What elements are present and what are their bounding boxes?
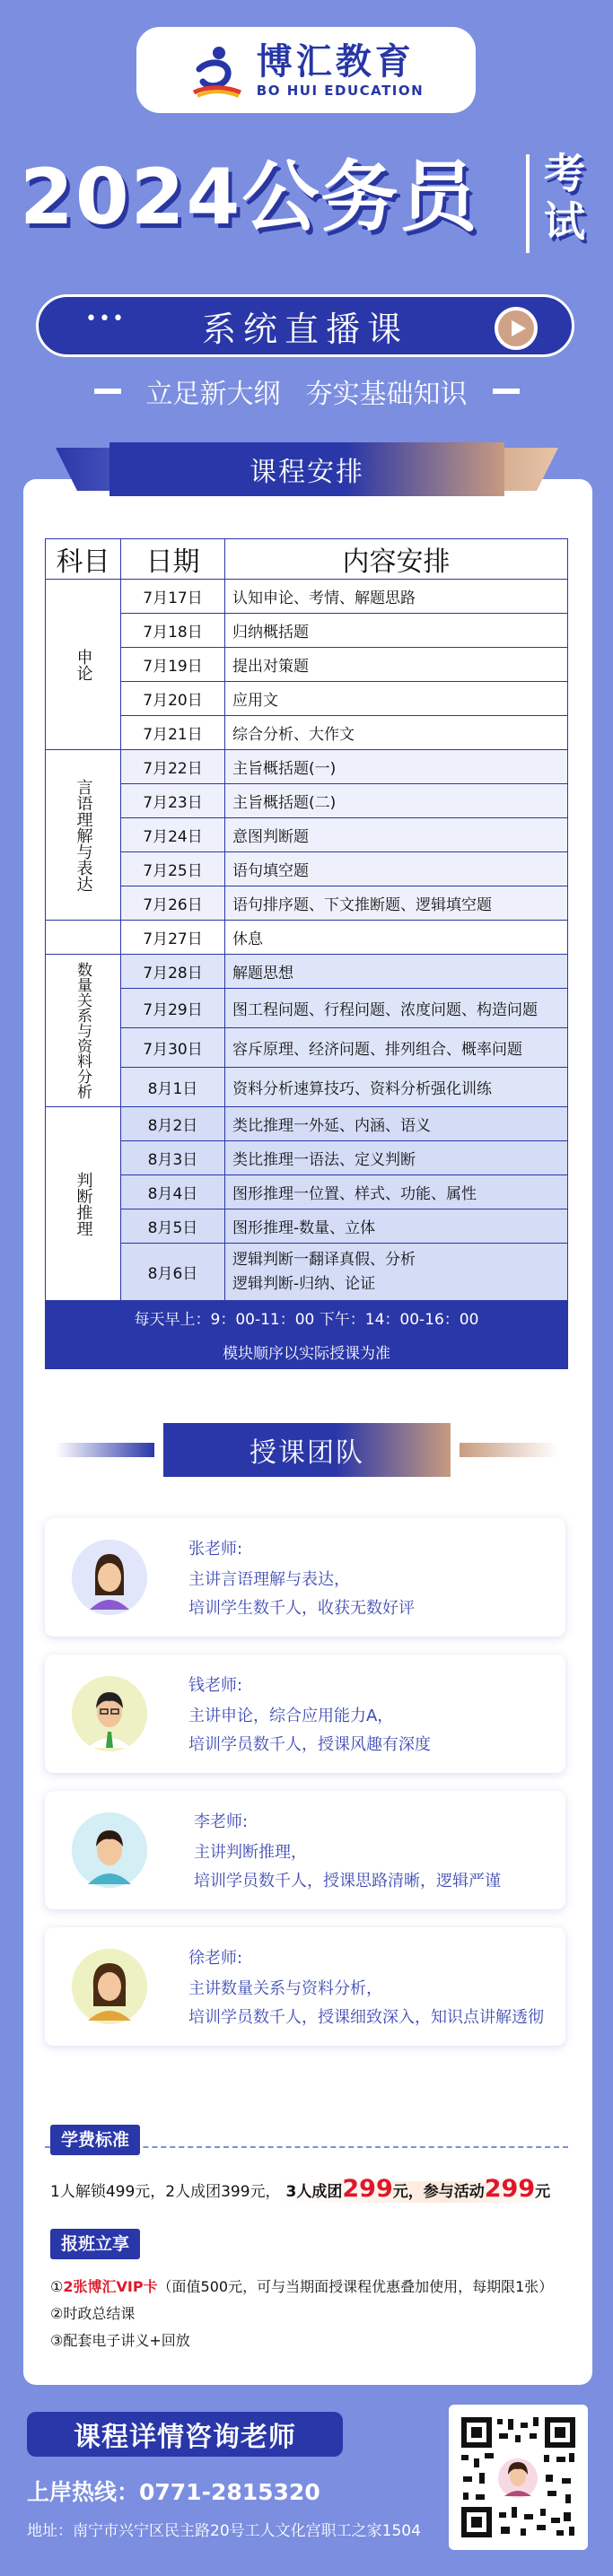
brand-name-cn: 博汇教育 xyxy=(256,41,415,83)
date-cell: 8月3日 xyxy=(121,1141,225,1175)
content-cell: 容斥原理、经济问题、排列组合、概率问题 xyxy=(225,1028,568,1068)
date-cell: 7月18日 xyxy=(121,614,225,648)
schedule-banner-text: 课程安排 xyxy=(109,442,504,496)
content-line: 逻辑判断一翻译真假、分析 xyxy=(232,1250,416,1269)
teacher-card xyxy=(45,1791,565,1909)
schedule-table xyxy=(45,538,568,1369)
brand-logo xyxy=(136,27,476,113)
table-row xyxy=(46,784,568,818)
signup-item-3: ③配套电子讲义+回放 xyxy=(50,2332,190,2349)
class-time-note: 每天早上：9：00-11：00 下午：14：00-16：00 xyxy=(46,1301,568,1335)
teacher-desc-line: 培训学员数千人，授课风趣有深度 xyxy=(188,1735,431,1754)
teacher-desc-line: 培训学生数千人，收获无数好评 xyxy=(188,1599,415,1618)
table-footer-row xyxy=(46,1335,568,1369)
date-cell: 8月5日 xyxy=(121,1209,225,1244)
content-cell: 主旨概括题(二) xyxy=(225,784,568,818)
content-cell: 解题思想 xyxy=(225,955,568,989)
teacher-desc-line: 培训学员数千人，授课思路清晰，逻辑严谨 xyxy=(194,1872,501,1891)
page-title: 2024公务员 xyxy=(20,153,479,242)
date-cell: 7月27日 xyxy=(121,921,225,955)
table-row xyxy=(46,614,568,648)
team-banner-text: 授课团队 xyxy=(163,1423,451,1477)
subject-cell: 言语理解与表达 xyxy=(46,750,121,921)
fee-tag: 学费标准 xyxy=(50,2125,140,2155)
content-cell: 意图判断题 xyxy=(225,818,568,852)
date-cell: 7月17日 xyxy=(121,580,225,614)
signup-tag: 报班立享 xyxy=(50,2229,140,2259)
play-icon xyxy=(495,307,538,350)
date-cell: 7月28日 xyxy=(121,955,225,989)
fee-activity: 元，参与活动 xyxy=(392,2183,485,2201)
content-cell: 应用文 xyxy=(225,682,568,716)
table-row xyxy=(46,1141,568,1175)
table-row xyxy=(46,1244,568,1301)
teacher-card xyxy=(45,1518,565,1637)
teacher-avatar-icon xyxy=(72,1540,147,1615)
subject-cell: 申论 xyxy=(46,580,121,750)
table-row xyxy=(46,682,568,716)
teacher-avatar-icon xyxy=(72,1812,147,1888)
date-cell: 8月2日 xyxy=(121,1107,225,1141)
teacher-name: 李老师: xyxy=(194,1812,249,1831)
date-cell: 8月4日 xyxy=(121,1175,225,1209)
dash-right xyxy=(493,389,520,394)
table-row xyxy=(46,989,568,1028)
content-cell: 综合分析、大作文 xyxy=(225,716,568,750)
signup-item-1 xyxy=(50,2275,553,2296)
teacher-card xyxy=(45,1655,565,1773)
pill-text: 系统直播课 xyxy=(201,309,408,349)
table-row xyxy=(46,921,568,955)
table-row xyxy=(46,1028,568,1068)
teacher-desc-line: 培训学员数千人，授课细致深入，知识点讲解透彻 xyxy=(188,2008,544,2027)
table-row xyxy=(46,886,568,921)
fee-unit: 元 xyxy=(535,2183,551,2201)
table-footer-row xyxy=(46,1301,568,1335)
consult-banner: 课程详情咨询老师 xyxy=(27,2412,343,2457)
signup-item-2: ②时政总结课 xyxy=(50,2305,136,2322)
table-row xyxy=(46,750,568,784)
teacher-name: 徐老师: xyxy=(188,1949,243,1968)
date-cell: 7月20日 xyxy=(121,682,225,716)
table-row xyxy=(46,818,568,852)
header-subject: 科目 xyxy=(46,539,121,580)
team-banner xyxy=(56,1423,558,1477)
table-row xyxy=(46,1209,568,1244)
teacher-card xyxy=(45,1927,565,2046)
subtitle-2: 夯实基础知识 xyxy=(305,379,468,410)
content-cell: 图形推理一位置、样式、功能、属性 xyxy=(225,1175,568,1209)
content-cell: 类比推理一语法、定义判断 xyxy=(225,1141,568,1175)
title-side-text: 考试 xyxy=(544,149,585,246)
content-cell: 休息 xyxy=(225,921,568,955)
qr-code-icon xyxy=(449,2405,588,2550)
brand-name-en: BO HUI EDUCATION xyxy=(256,83,425,99)
signup-item-1-prefix: ① xyxy=(50,2278,64,2295)
date-cell: 7月22日 xyxy=(121,750,225,784)
date-cell: 8月6日 xyxy=(121,1244,225,1301)
content-cell xyxy=(225,1244,568,1301)
table-row xyxy=(46,1175,568,1209)
signup-tag-wrap xyxy=(50,2231,140,2255)
content-cell: 资料分析速算技巧、资料分析强化训练 xyxy=(225,1068,568,1107)
teacher-desc-line: 主讲判断推理， xyxy=(194,1843,307,1862)
table-header-row xyxy=(46,539,568,580)
fee-price-2: 299 xyxy=(484,2175,536,2203)
table-row xyxy=(46,716,568,750)
subtitle-1: 立足新大纲 xyxy=(145,379,281,410)
date-cell: 7月21日 xyxy=(121,716,225,750)
content-cell: 语句填空题 xyxy=(225,852,568,886)
order-note: 模块顺序以实际授课为准 xyxy=(46,1335,568,1369)
date-cell: 7月26日 xyxy=(121,886,225,921)
table-row xyxy=(46,955,568,989)
teacher-avatar-icon xyxy=(72,1949,147,2024)
dash-left xyxy=(94,389,121,394)
header-date: 日期 xyxy=(121,539,225,580)
content-cell: 认知申论、考情、解题思路 xyxy=(225,580,568,614)
table-row xyxy=(46,1107,568,1141)
pill-dots: ••• xyxy=(85,308,126,330)
fee-group3: 3人成团 xyxy=(285,2183,343,2201)
subtitle-row xyxy=(0,371,613,411)
teacher-name: 张老师: xyxy=(188,1540,243,1559)
table-row xyxy=(46,580,568,614)
content-cell: 类比推理一外延、内涵、语义 xyxy=(225,1107,568,1141)
signup-item-1-text: （面值500元，可与当期面授课程优惠叠加使用，每期限1张） xyxy=(157,2278,554,2295)
subject-cell: 判断推理 xyxy=(46,1107,121,1301)
fee-price: 299 xyxy=(342,2175,393,2203)
address: 地址：南宁市兴宁区民主路20号工人文化宫职工之家1504 xyxy=(27,2522,421,2540)
content-cell: 语句排序题、下文推断题、逻辑填空题 xyxy=(225,886,568,921)
date-cell: 7月23日 xyxy=(121,784,225,818)
schedule-banner xyxy=(56,442,558,496)
teacher-desc-line: 主讲申论，综合应用能力A， xyxy=(188,1707,394,1725)
table-row xyxy=(46,852,568,886)
teacher-avatar-icon xyxy=(72,1676,147,1751)
content-cell: 图形推理-数量、立体 xyxy=(225,1209,568,1244)
hotline: 上岸热线：0771-2815320 xyxy=(27,2479,320,2505)
fee-highlight xyxy=(281,2175,556,2203)
table-row xyxy=(46,1068,568,1107)
date-cell: 7月25日 xyxy=(121,852,225,886)
content-cell: 提出对策题 xyxy=(225,648,568,682)
date-cell: 7月19日 xyxy=(121,648,225,682)
content-line: 逻辑判断-归纳、论证 xyxy=(232,1274,376,1293)
brand-mark-icon xyxy=(188,42,244,98)
title-divider xyxy=(526,154,530,253)
subject-cell: 数量关系与资料分析 xyxy=(46,955,121,1107)
subject-cell-empty xyxy=(46,921,121,955)
fee-part1: 1人解锁499元，2人成团399元， xyxy=(50,2183,281,2201)
signup-item-1-highlight: 2张博汇VIP卡 xyxy=(63,2278,158,2295)
date-cell: 7月24日 xyxy=(121,818,225,852)
date-cell: 7月30日 xyxy=(121,1028,225,1068)
content-cell: 图工程问题、行程问题、浓度问题、构造问题 xyxy=(225,989,568,1028)
table-row xyxy=(46,648,568,682)
header-content: 内容安排 xyxy=(225,539,568,580)
course-pill xyxy=(36,294,574,357)
fee-text xyxy=(50,2175,556,2203)
date-cell: 8月1日 xyxy=(121,1068,225,1107)
content-cell: 主旨概括题(一) xyxy=(225,750,568,784)
fee-tag-wrap xyxy=(50,2126,140,2151)
teacher-desc-line: 主讲数量关系与资料分析， xyxy=(188,1979,382,1998)
date-cell: 7月29日 xyxy=(121,989,225,1028)
content-cell: 归纳概括题 xyxy=(225,614,568,648)
teacher-desc-line: 主讲言语理解与表达， xyxy=(188,1570,350,1589)
teacher-name: 钱老师: xyxy=(188,1676,243,1695)
